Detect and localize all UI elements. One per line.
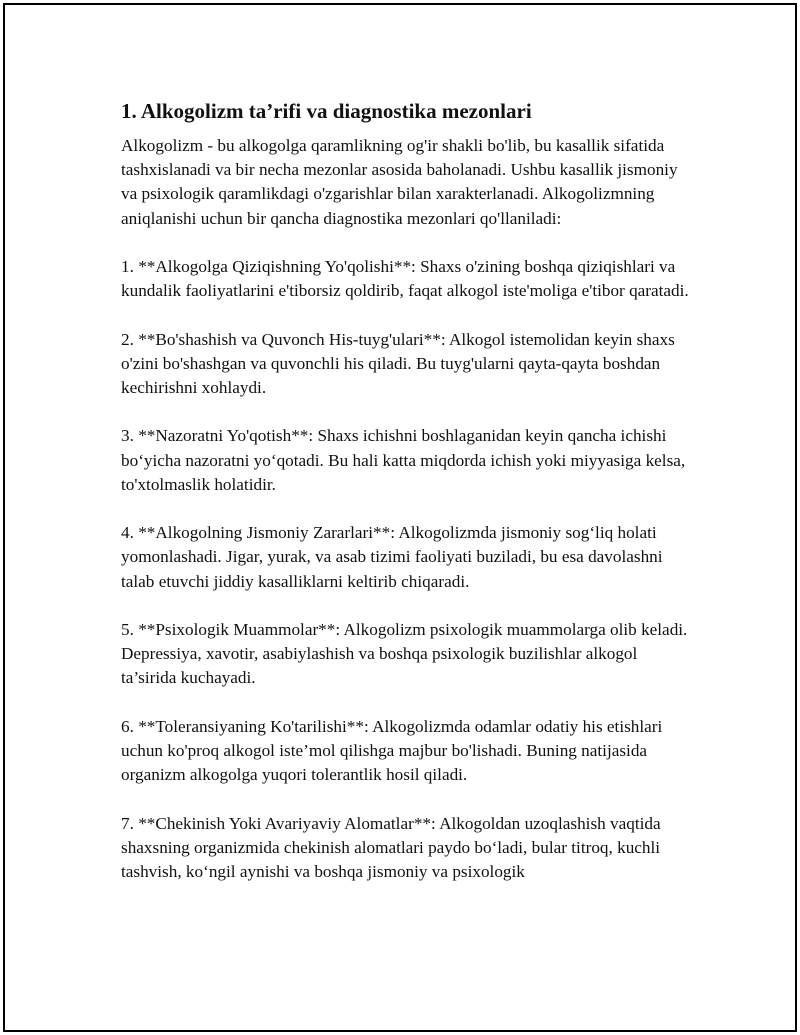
intro-paragraph: Alkogolizm - bu alkogolga qaramlikning og'ir shakli bo'lib, bu kasallik sifatida tashxislanadi va bir necha mezonlar asosida baholanadi. Ushbu kasallik jismoniy va psixologik qaramlikdagi o'zgarishlar bilan xarakterlanadi. Alkogolizmning aniqlanishi uchun bir qancha diagnostika mezonlari qo'llaniladi: [121, 136, 678, 228]
document-body [121, 98, 691, 908]
criterion-7: 7. **Chekinish Yoki Avariyaviy Alomatlar**: Alkogoldan uzoqlashish vaqtida shaxsning organizmida chekinish alomatlari paydo bo‘ladi, bular titroq, kuchli tashvish, ko‘ngil aynishi va boshqa jismoniy va psixologik [121, 813, 661, 881]
page-frame [3, 3, 797, 1032]
criterion-6: 6. **Toleransiyaning Ko'tarilishi**: Alkogolizmda odamlar odatiy his etishlari uchun ko'proq alkogol iste’mol qilishga majbur bo'lishadi. Buning natijasida organizm alkogolga yuqori tolerantlik hosil qiladi. [121, 716, 663, 785]
criterion-1: 1. **Alkogolga Qiziqishning Yo'qolishi**: Shaxs o'zining boshqa qiziqishlari va kundalik faoliyatlarini e'tiborsiz qoldirib, faqat alkogol iste'moliga e'tibor qaratadi. [121, 257, 689, 301]
criterion-4: 4. **Alkogolning Jismoniy Zararlari**: Alkogolizmda jismoniy sog‘liq holati yomonlashadi. Jigar, yurak, va asab tizimi faoliyati buziladi, bu esa davolashni talab etuvchi jiddiy kasalliklarni keltirib chiqaradi. [121, 523, 663, 591]
criterion-3: 3. **Nazoratni Yo'qotish**: Shaxs ichishni boshlaganidan keyin qancha ichishi bo‘yicha nazoratni yo‘qotadi. Bu hali katta miqdorda ichish yoki miyyasiga kelsa, to'xtolmaslik holatidir. [121, 426, 686, 494]
criterion-2: 2. **Bo'shashish va Quvonch His-tuyg'ulari**: Alkogol istemolidan keyin shaxs o'zini bo'shashgan va quvonchli his qiladi. Bu tuyg'ularni qayta-qayta boshdan kechirishni xohlaydi. [121, 329, 675, 397]
section-heading: 1. Alkogolizm ta’rifi va diagnostika mezonlari [121, 99, 532, 123]
criterion-5: 5. **Psixologik Muammolar**: Alkogolizm psixologik muammolarga olib keladi. Depressiya, xavotir, asabiylashish va boshqa psixologik buzilishlar alkogol ta’sirida kuchayadi. [121, 619, 688, 688]
